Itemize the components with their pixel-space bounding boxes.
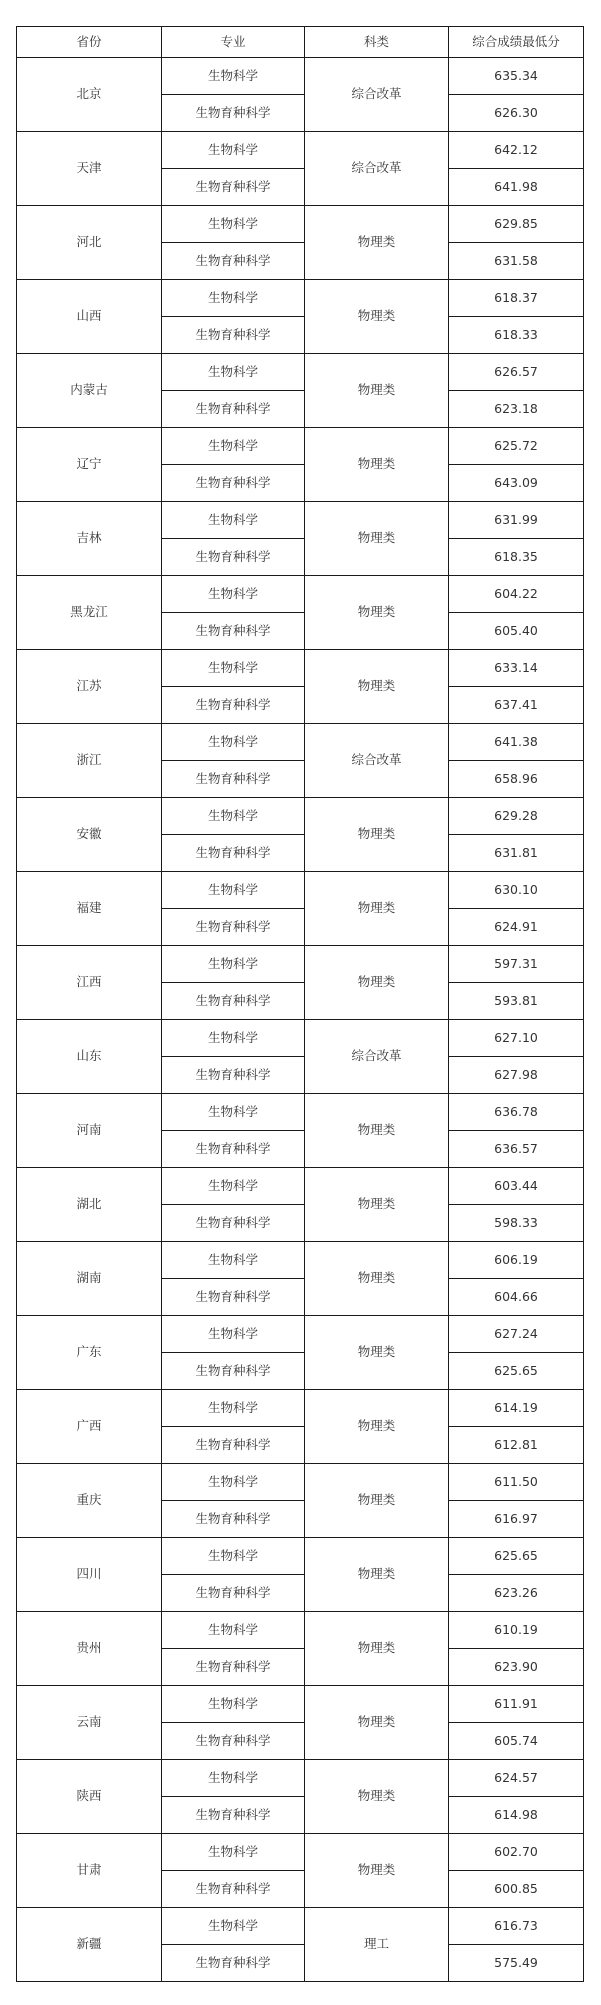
- category-cell: 物理类: [305, 1390, 449, 1464]
- category-cell: 物理类: [305, 946, 449, 1020]
- major-cell: 生物科学: [162, 650, 305, 687]
- major-cell: 生物科学: [162, 1908, 305, 1945]
- min-score-cell: 623.26: [449, 1575, 584, 1612]
- min-score-cell: 618.33: [449, 317, 584, 354]
- province-cell: 吉林: [17, 502, 162, 576]
- min-score-cell: 643.09: [449, 465, 584, 502]
- table-row: [17, 1390, 584, 1427]
- header-category: 科类: [305, 27, 449, 58]
- min-score-cell: 625.65: [449, 1538, 584, 1575]
- major-cell: 生物科学: [162, 1168, 305, 1205]
- table-row: [17, 650, 584, 687]
- table-row: [17, 354, 584, 391]
- category-cell: 物理类: [305, 1612, 449, 1686]
- header-province: 省份: [17, 27, 162, 58]
- min-score-cell: 618.37: [449, 280, 584, 317]
- min-score-cell: 624.91: [449, 909, 584, 946]
- province-cell: 重庆: [17, 1464, 162, 1538]
- province-cell: 河北: [17, 206, 162, 280]
- category-cell: 综合改革: [305, 1020, 449, 1094]
- province-cell: 福建: [17, 872, 162, 946]
- min-score-cell: 623.90: [449, 1649, 584, 1686]
- province-cell: 黑龙江: [17, 576, 162, 650]
- province-cell: 贵州: [17, 1612, 162, 1686]
- admission-score-table: [16, 26, 584, 1982]
- major-cell: 生物育种科学: [162, 539, 305, 576]
- category-cell: 物理类: [305, 650, 449, 724]
- table-row: [17, 58, 584, 95]
- min-score-cell: 635.34: [449, 58, 584, 95]
- table-row: [17, 1908, 584, 1945]
- min-score-cell: 642.12: [449, 132, 584, 169]
- min-score-cell: 593.81: [449, 983, 584, 1020]
- major-cell: 生物育种科学: [162, 687, 305, 724]
- province-cell: 北京: [17, 58, 162, 132]
- category-cell: 物理类: [305, 1094, 449, 1168]
- table-row: [17, 1834, 584, 1871]
- min-score-cell: 611.91: [449, 1686, 584, 1723]
- table-row: [17, 1760, 584, 1797]
- major-cell: 生物科学: [162, 1834, 305, 1871]
- min-score-cell: 616.97: [449, 1501, 584, 1538]
- province-cell: 安徽: [17, 798, 162, 872]
- min-score-cell: 631.99: [449, 502, 584, 539]
- category-cell: 物理类: [305, 1242, 449, 1316]
- province-cell: 陕西: [17, 1760, 162, 1834]
- major-cell: 生物科学: [162, 1242, 305, 1279]
- min-score-cell: 633.14: [449, 650, 584, 687]
- table-row: [17, 428, 584, 465]
- category-cell: 物理类: [305, 576, 449, 650]
- province-cell: 江苏: [17, 650, 162, 724]
- category-cell: 综合改革: [305, 132, 449, 206]
- major-cell: 生物科学: [162, 428, 305, 465]
- major-cell: 生物育种科学: [162, 317, 305, 354]
- province-cell: 天津: [17, 132, 162, 206]
- province-cell: 甘肃: [17, 1834, 162, 1908]
- category-cell: 物理类: [305, 354, 449, 428]
- province-cell: 广东: [17, 1316, 162, 1390]
- table-row: [17, 724, 584, 761]
- province-cell: 浙江: [17, 724, 162, 798]
- major-cell: 生物科学: [162, 576, 305, 613]
- min-score-cell: 636.78: [449, 1094, 584, 1131]
- table-row: [17, 1686, 584, 1723]
- major-cell: 生物科学: [162, 280, 305, 317]
- category-cell: 物理类: [305, 502, 449, 576]
- category-cell: 综合改革: [305, 58, 449, 132]
- major-cell: 生物育种科学: [162, 1649, 305, 1686]
- major-cell: 生物育种科学: [162, 1871, 305, 1908]
- min-score-cell: 636.57: [449, 1131, 584, 1168]
- min-score-cell: 626.57: [449, 354, 584, 391]
- major-cell: 生物科学: [162, 946, 305, 983]
- table-row: [17, 502, 584, 539]
- province-cell: 内蒙古: [17, 354, 162, 428]
- min-score-cell: 598.33: [449, 1205, 584, 1242]
- category-cell: 物理类: [305, 206, 449, 280]
- min-score-cell: 625.65: [449, 1353, 584, 1390]
- min-score-cell: 627.98: [449, 1057, 584, 1094]
- major-cell: 生物育种科学: [162, 1427, 305, 1464]
- table-row: [17, 280, 584, 317]
- major-cell: 生物科学: [162, 354, 305, 391]
- min-score-cell: 637.41: [449, 687, 584, 724]
- min-score-cell: 611.50: [449, 1464, 584, 1501]
- min-score-cell: 618.35: [449, 539, 584, 576]
- min-score-cell: 604.22: [449, 576, 584, 613]
- table-row: [17, 1464, 584, 1501]
- major-cell: 生物科学: [162, 1020, 305, 1057]
- category-cell: 物理类: [305, 1464, 449, 1538]
- category-cell: 物理类: [305, 798, 449, 872]
- min-score-cell: 630.10: [449, 872, 584, 909]
- category-cell: 物理类: [305, 1316, 449, 1390]
- min-score-cell: 603.44: [449, 1168, 584, 1205]
- header-major: 专业: [162, 27, 305, 58]
- category-cell: 物理类: [305, 280, 449, 354]
- province-cell: 湖南: [17, 1242, 162, 1316]
- min-score-cell: 612.81: [449, 1427, 584, 1464]
- min-score-cell: 605.40: [449, 613, 584, 650]
- major-cell: 生物科学: [162, 1760, 305, 1797]
- category-cell: 物理类: [305, 1760, 449, 1834]
- major-cell: 生物育种科学: [162, 909, 305, 946]
- province-cell: 新疆: [17, 1908, 162, 1982]
- major-cell: 生物科学: [162, 1464, 305, 1501]
- table-row: [17, 946, 584, 983]
- table-header-row: [17, 27, 584, 58]
- category-cell: 理工: [305, 1908, 449, 1982]
- major-cell: 生物育种科学: [162, 1501, 305, 1538]
- min-score-cell: 597.31: [449, 946, 584, 983]
- major-cell: 生物育种科学: [162, 1797, 305, 1834]
- category-cell: 物理类: [305, 1168, 449, 1242]
- table-row: [17, 872, 584, 909]
- major-cell: 生物育种科学: [162, 391, 305, 428]
- major-cell: 生物育种科学: [162, 1131, 305, 1168]
- major-cell: 生物育种科学: [162, 1205, 305, 1242]
- major-cell: 生物育种科学: [162, 243, 305, 280]
- major-cell: 生物科学: [162, 1538, 305, 1575]
- province-cell: 辽宁: [17, 428, 162, 502]
- major-cell: 生物育种科学: [162, 1575, 305, 1612]
- major-cell: 生物育种科学: [162, 1057, 305, 1094]
- table-row: [17, 1612, 584, 1649]
- province-cell: 山西: [17, 280, 162, 354]
- major-cell: 生物育种科学: [162, 835, 305, 872]
- min-score-cell: 625.72: [449, 428, 584, 465]
- major-cell: 生物科学: [162, 872, 305, 909]
- table-row: [17, 576, 584, 613]
- major-cell: 生物育种科学: [162, 169, 305, 206]
- table-row: [17, 132, 584, 169]
- min-score-cell: 605.74: [449, 1723, 584, 1760]
- category-cell: 综合改革: [305, 724, 449, 798]
- min-score-cell: 629.28: [449, 798, 584, 835]
- major-cell: 生物育种科学: [162, 983, 305, 1020]
- min-score-cell: 602.70: [449, 1834, 584, 1871]
- min-score-cell: 631.81: [449, 835, 584, 872]
- major-cell: 生物育种科学: [162, 1723, 305, 1760]
- major-cell: 生物科学: [162, 1316, 305, 1353]
- province-cell: 云南: [17, 1686, 162, 1760]
- major-cell: 生物科学: [162, 58, 305, 95]
- min-score-cell: 631.58: [449, 243, 584, 280]
- min-score-cell: 658.96: [449, 761, 584, 798]
- major-cell: 生物育种科学: [162, 761, 305, 798]
- major-cell: 生物育种科学: [162, 1353, 305, 1390]
- min-score-cell: 623.18: [449, 391, 584, 428]
- major-cell: 生物科学: [162, 1390, 305, 1427]
- category-cell: 物理类: [305, 1686, 449, 1760]
- major-cell: 生物科学: [162, 1686, 305, 1723]
- min-score-cell: 616.73: [449, 1908, 584, 1945]
- table-row: [17, 1020, 584, 1057]
- table-row: [17, 1094, 584, 1131]
- major-cell: 生物科学: [162, 724, 305, 761]
- major-cell: 生物育种科学: [162, 465, 305, 502]
- min-score-cell: 600.85: [449, 1871, 584, 1908]
- category-cell: 物理类: [305, 1834, 449, 1908]
- min-score-cell: 606.19: [449, 1242, 584, 1279]
- province-cell: 山东: [17, 1020, 162, 1094]
- category-cell: 物理类: [305, 428, 449, 502]
- major-cell: 生物科学: [162, 206, 305, 243]
- major-cell: 生物科学: [162, 1612, 305, 1649]
- province-cell: 河南: [17, 1094, 162, 1168]
- category-cell: 物理类: [305, 872, 449, 946]
- min-score-cell: 629.85: [449, 206, 584, 243]
- category-cell: 物理类: [305, 1538, 449, 1612]
- table-body: [17, 58, 584, 1982]
- min-score-cell: 626.30: [449, 95, 584, 132]
- min-score-cell: 627.10: [449, 1020, 584, 1057]
- min-score-cell: 627.24: [449, 1316, 584, 1353]
- min-score-cell: 624.57: [449, 1760, 584, 1797]
- province-cell: 广西: [17, 1390, 162, 1464]
- header-min-score: 综合成绩最低分: [449, 27, 584, 58]
- major-cell: 生物科学: [162, 798, 305, 835]
- table-row: [17, 1538, 584, 1575]
- major-cell: 生物科学: [162, 1094, 305, 1131]
- province-cell: 湖北: [17, 1168, 162, 1242]
- table-row: [17, 1316, 584, 1353]
- major-cell: 生物科学: [162, 132, 305, 169]
- province-cell: 江西: [17, 946, 162, 1020]
- min-score-cell: 614.19: [449, 1390, 584, 1427]
- min-score-cell: 610.19: [449, 1612, 584, 1649]
- major-cell: 生物育种科学: [162, 95, 305, 132]
- table-row: [17, 1242, 584, 1279]
- min-score-cell: 641.98: [449, 169, 584, 206]
- min-score-cell: 604.66: [449, 1279, 584, 1316]
- min-score-cell: 614.98: [449, 1797, 584, 1834]
- major-cell: 生物科学: [162, 502, 305, 539]
- min-score-cell: 641.38: [449, 724, 584, 761]
- table-row: [17, 206, 584, 243]
- major-cell: 生物育种科学: [162, 613, 305, 650]
- min-score-cell: 575.49: [449, 1945, 584, 1982]
- province-cell: 四川: [17, 1538, 162, 1612]
- major-cell: 生物育种科学: [162, 1945, 305, 1982]
- table-row: [17, 798, 584, 835]
- major-cell: 生物育种科学: [162, 1279, 305, 1316]
- table-row: [17, 1168, 584, 1205]
